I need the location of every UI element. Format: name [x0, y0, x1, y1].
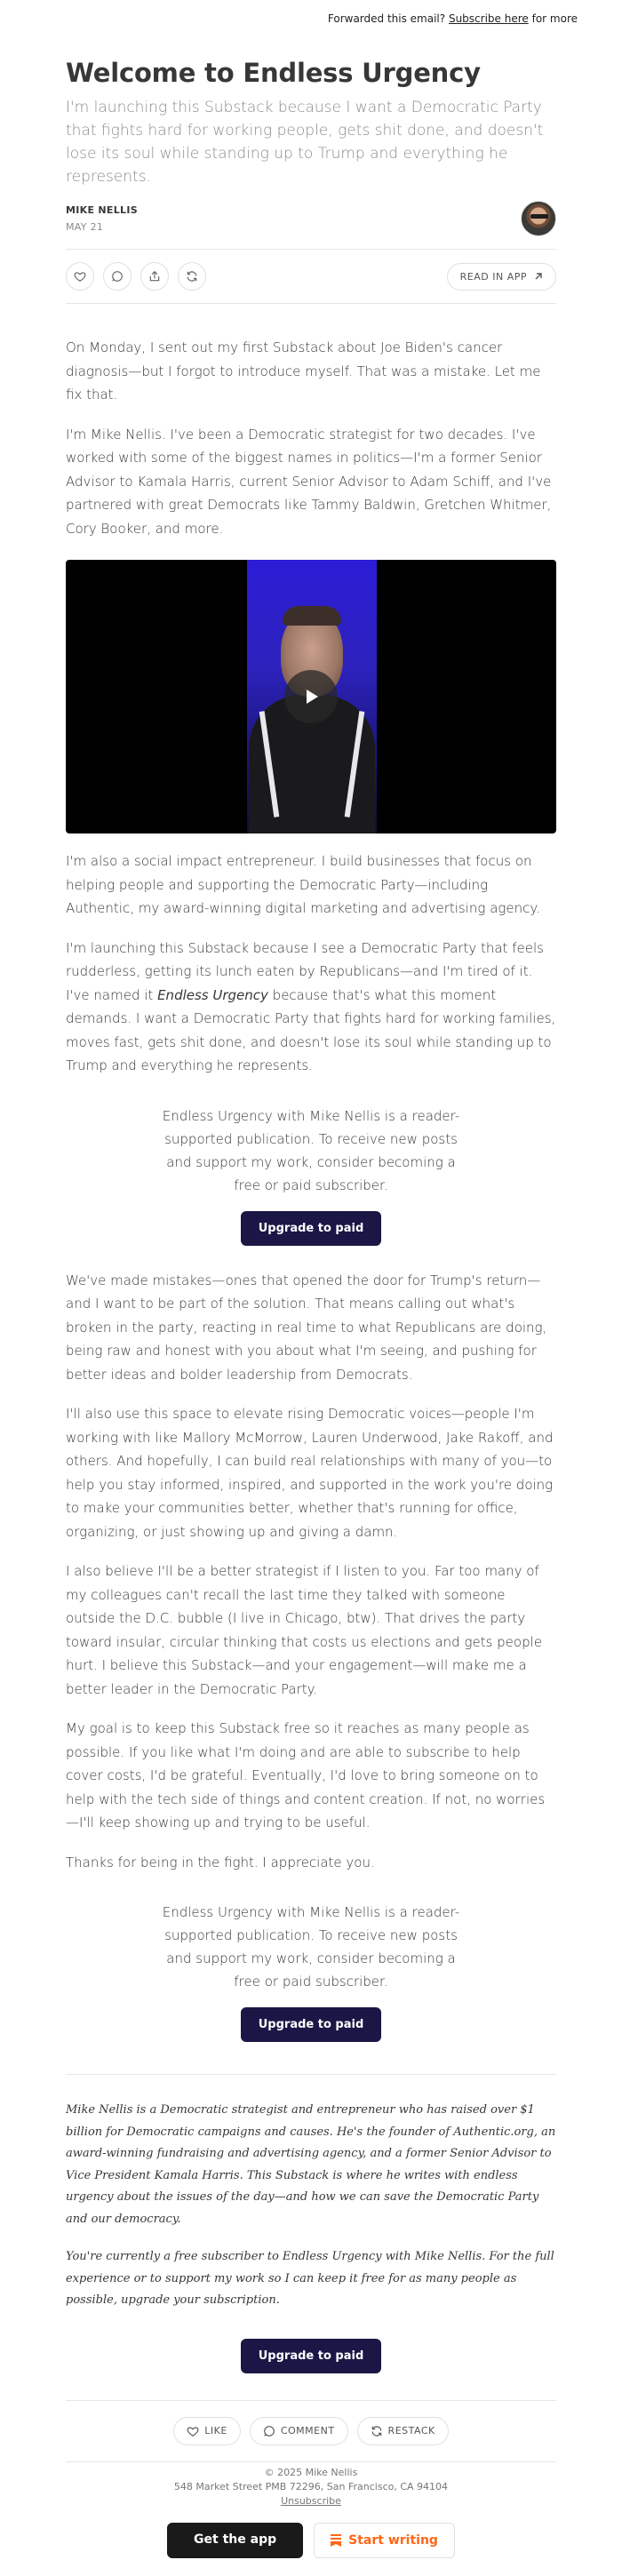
post-container	[0, 57, 622, 2576]
paragraph: I'll also use this space to elevate rising Democratic voices—people I'm working with like Mallory McMorrow, Lauren Underwood, Jake Rakoff, and others. And hopefully, I can build real relationships with many of you—to help you stay informed, inspired, and supported in the work you're doing to make your communities better, whether that's running for office, organizing, or just showing up and giving a damn.	[66, 1406, 554, 1540]
like-label: LIKE	[204, 2425, 227, 2436]
restack-label: RESTACK	[387, 2425, 435, 2436]
read-in-app-label: READ IN APP	[459, 270, 527, 283]
byline-text	[66, 204, 138, 233]
author-footnote	[66, 2100, 556, 2312]
video-figure-hair	[283, 606, 341, 626]
restack-pill-button[interactable]	[357, 2417, 449, 2445]
app-buttons	[66, 2523, 556, 2576]
paragraph: I'm also a social impact entrepreneur. I build businesses that focus on helping people and supporting the Democratic Party—including Authentic, my award-winning digital marketing and advertising agency.	[66, 853, 540, 916]
footer	[66, 2461, 556, 2508]
arrow-up-right-icon	[534, 272, 543, 281]
subscribe-link[interactable]: Subscribe here	[448, 12, 529, 25]
paragraph-text: I'm launching this Substack because I see a Democratic Party that feels rudderless, getting its lunch eaten by Republicans—and I'm tired of it. I've named it	[66, 939, 544, 1003]
action-icons	[66, 262, 206, 291]
paragraph: I'm Mike Nellis. I've been a Democratic strategist for two decades. I've worked with some of the biggest names in politics—I'm a former Senior Advisor to Kamala Harris, current Senior Advisor to Adam Schiff, and I've partnered with great Democrats like Tammy Baldwin, Gretchen Whitmer, Cory Booker, and more.	[66, 426, 552, 537]
avatar[interactable]	[521, 201, 556, 236]
cta-text: Endless Urgency with Mike Nellis is a reader-supported publication. To receive new posts and support my work, consider becoming a free or paid subscriber.	[162, 1904, 460, 1990]
author-name[interactable]: MIKE NELLIS	[66, 204, 138, 216]
upgrade-button[interactable]: Upgrade to paid	[241, 1211, 382, 1246]
post-date: MAY 21	[66, 221, 104, 233]
post-title[interactable]: Welcome to Endless Urgency	[66, 58, 481, 88]
comment-label: COMMENT	[280, 2425, 335, 2436]
publication-name-emphasis: Endless Urgency	[157, 986, 268, 1003]
post-subtitle: I'm launching this Substack because I want a Democratic Party that fights hard for working people, gets shit done, and doesn't lose its soul while standing up to Trump and everything he represents.	[66, 99, 544, 186]
heart-icon	[187, 2425, 199, 2437]
restack-icon	[186, 270, 198, 283]
play-icon	[301, 687, 321, 706]
bottom-action-bar	[66, 2400, 556, 2445]
start-writing-label: Start writing	[348, 2532, 438, 2548]
subscribe-cta-bottom	[66, 1901, 556, 2042]
forward-prefix: Forwarded this email?	[327, 12, 446, 25]
like-button[interactable]	[66, 262, 94, 291]
forward-notice	[0, 0, 622, 36]
author-bio: Mike Nellis is a Democratic strategist and entrepreneur who has raised over $1 billion for Democratic campaigns and causes. He's the founder of Authentic.org, an award-winning fundraising and advertising agency, and a former Senior Advisor to Vice President Kamala Harris. This Substack is where he writes with endless urgency about the issues of the day—and how we can save the Democratic Party and our democracy.	[66, 2103, 556, 2226]
address: 548 Market Street PMB 72296, San Francisco, CA 94104	[173, 2480, 449, 2492]
cta-text: Endless Urgency with Mike Nellis is a reader-supported publication. To receive new posts and support my work, consider becoming a free or paid subscriber.	[162, 1107, 460, 1193]
paragraph	[66, 937, 556, 1078]
subscribe-cta	[66, 1105, 556, 1246]
comment-button[interactable]	[103, 262, 132, 291]
paragraph: Thanks for being in the fight. I appreciate you.	[66, 1854, 375, 1870]
forward-suffix: for more	[531, 12, 578, 25]
restack-icon	[371, 2425, 383, 2437]
comment-icon	[263, 2425, 275, 2437]
upgrade-cta-footnote	[66, 2325, 556, 2373]
start-writing-button[interactable]	[314, 2523, 455, 2558]
upgrade-button[interactable]: Upgrade to paid	[241, 2007, 382, 2042]
share-icon	[148, 270, 161, 283]
upgrade-button[interactable]: Upgrade to paid	[241, 2339, 382, 2373]
paragraph: We've made mistakes—ones that opened the door for Trump's return—and I want to be part of the solution. That means calling out what's broken in the party, reacting in real time to what Republicans are doing, being raw and honest with you about what I'm seeing, and pushing for better ideas and bolder leadership from Democrats.	[66, 1272, 547, 1383]
comment-pill-button[interactable]	[250, 2417, 348, 2445]
read-in-app-button[interactable]	[447, 263, 556, 291]
divider	[66, 2074, 556, 2075]
like-pill-button[interactable]	[173, 2417, 241, 2445]
post-body	[66, 336, 556, 1078]
paragraph: I also believe I'll be a better strategist if I listen to you. Far too many of my colleagues can't recall the last time they talked with someone outside the D.C. bubble (I live in Chicago, btw). That drives the party toward insular, circular thinking that costs us elections and gets people hurt. I believe this Substack—and your engagement—will make me a better leader in the Democratic Party.	[66, 1563, 543, 1697]
substack-logo-icon	[331, 2534, 341, 2547]
action-bar	[66, 249, 556, 304]
share-button[interactable]	[140, 262, 169, 291]
video-player[interactable]	[66, 560, 556, 833]
subscriber-note: You're currently a free subscriber to Endless Urgency with Mike Nellis. For the full experience or to support my work so I can keep it free for as many people as possible, upgrade your subscription.	[66, 2250, 554, 2307]
post-body-continued	[66, 1269, 556, 1875]
byline	[66, 201, 556, 236]
heart-icon	[74, 270, 86, 283]
copyright: © 2025 Mike Nellis	[264, 2466, 358, 2478]
get-app-button[interactable]: Get the app	[167, 2523, 303, 2558]
play-button[interactable]	[284, 670, 338, 723]
paragraph-text: because that's what this moment demands. I want a Democratic Party that fights hard for working families, moves fast, gets shit done, and doesn't lose its soul while standing up to Trump and everything he represents.	[66, 986, 556, 1073]
paragraph: My goal is to keep this Substack free so it reaches as many people as possible. If you like what I'm doing and are able to subscribe to help cover costs, I'd be grateful. Eventually, I'd love to bring someone on to help with the tech side of things and content creation. If not, no worries—I'll keep showing up and trying to be useful.	[66, 1720, 546, 1830]
restack-button[interactable]	[178, 262, 206, 291]
paragraph: On Monday, I sent out my first Substack about Joe Biden's cancer diagnosis—but I forgot to introduce myself. That was a mistake. Let me fix that.	[66, 339, 541, 403]
comment-icon	[111, 270, 124, 283]
unsubscribe-link[interactable]: Unsubscribe	[281, 2494, 341, 2507]
